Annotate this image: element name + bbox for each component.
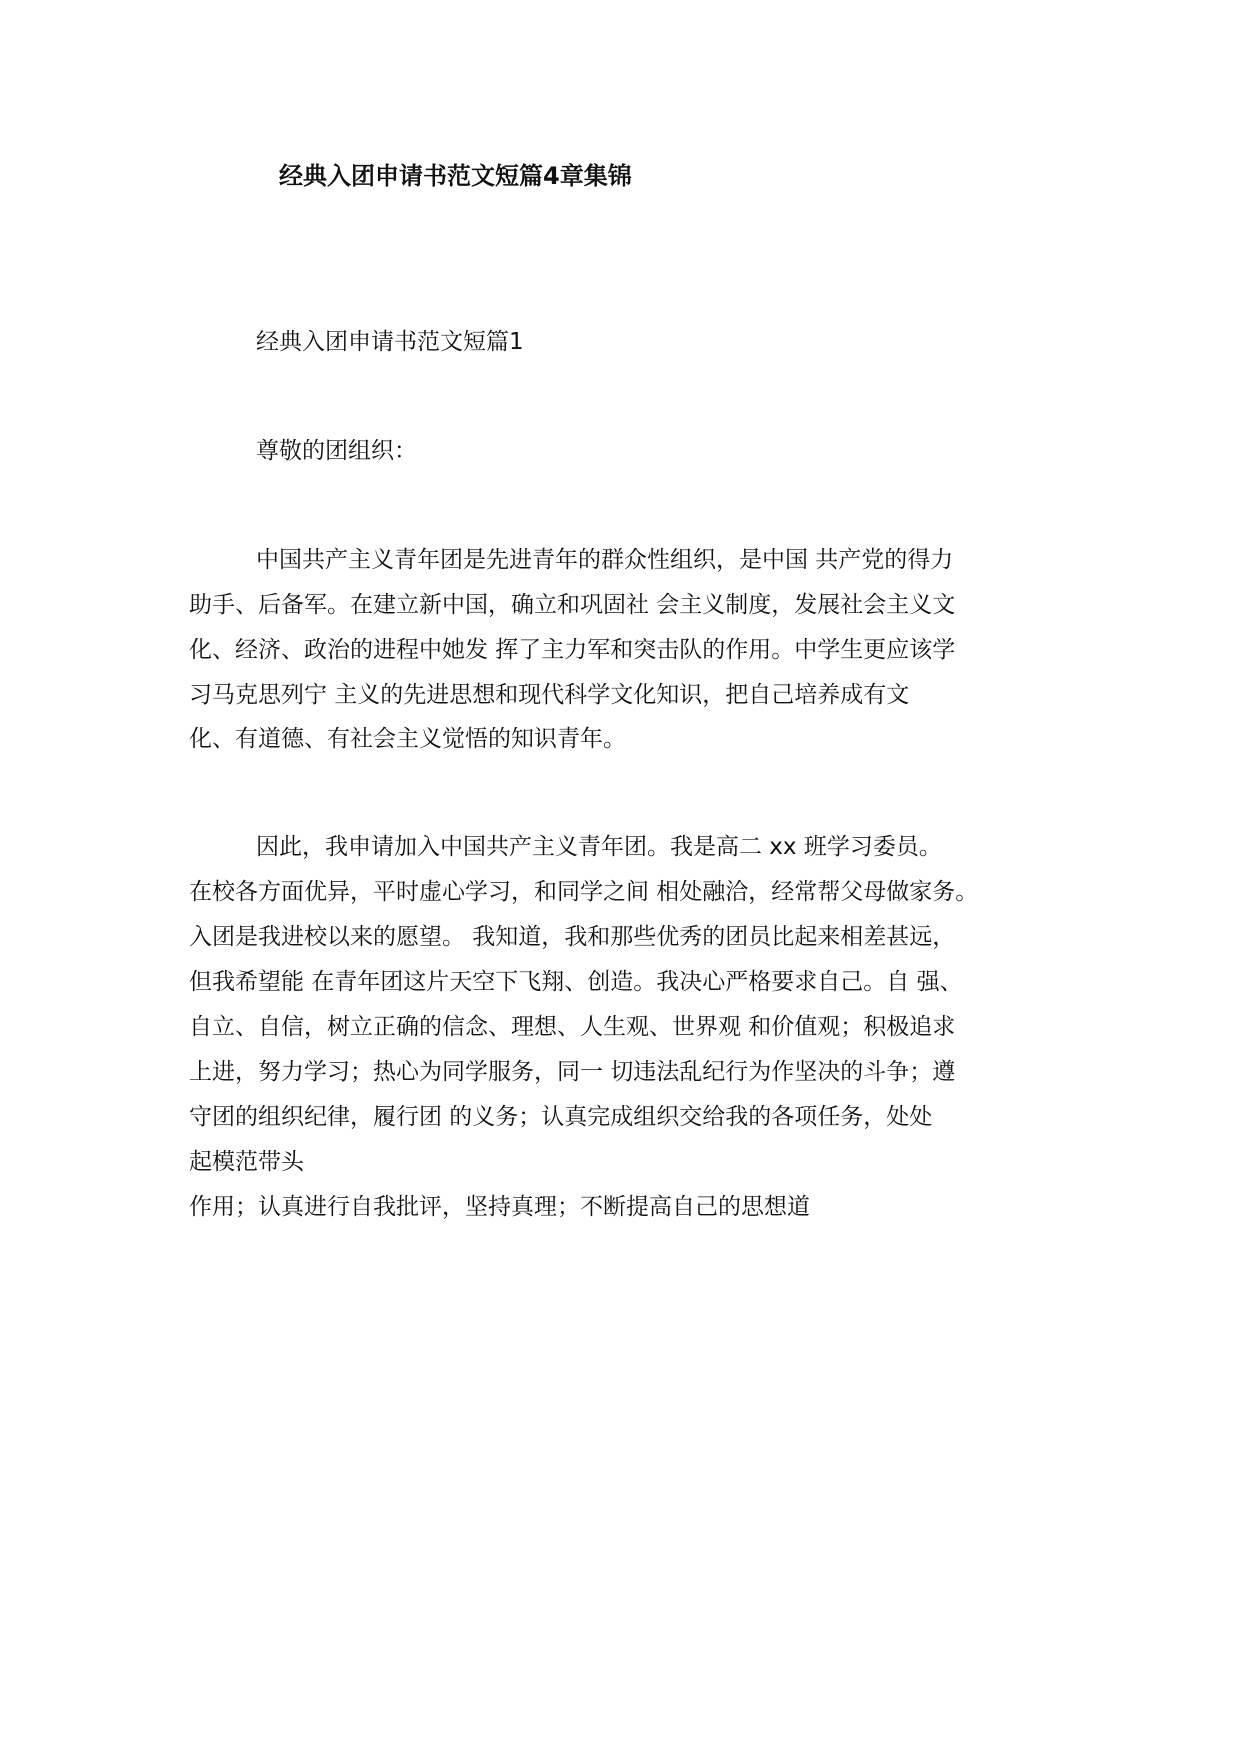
paragraph-line: 助手、后备军。在建立新中国，确立和巩固社 会主义制度，发展社会主义文 [189, 592, 956, 618]
paragraph-line: 在校各方面优异，平时虚心学习，和同学之间 相处融洽，经常帮父母做家务。 [189, 879, 979, 905]
paragraph-line: 习马克思列宁 主义的先进思想和现代科学文化知识，把自己培养成有文 [189, 682, 910, 708]
paragraph-line: 因此，我申请加入中国共产主义青年团。我是高二 xx 班学习委员。 [256, 834, 942, 860]
paragraph-line: 守团的组织纪律，履行团 的义务；认真完成组织交给我的各项任务，处处 [189, 1104, 933, 1130]
section-heading: 经典入团申请书范文短篇1 [256, 329, 524, 355]
paragraph-line: 化、经济、政治的进程中她发 挥了主力军和突击队的作用。中学生更应该学 [189, 637, 956, 663]
paragraph-line: 自立、自信，树立正确的信念、理想、人生观、世界观 和价值观；积极追求 [189, 1014, 956, 1040]
paragraph-line: 化、有道德、有社会主义觉悟的知识青年。 [189, 726, 626, 752]
salutation: 尊敬的团组织： [256, 438, 417, 464]
paragraph-line: 但我希望能 在青年团这片天空下飞翔、创造。我决心严格要求自己。自 强、 [189, 969, 963, 995]
paragraph-line: 入团是我进校以来的愿望。 我知道，我和那些优秀的团员比起来相差甚远， [189, 924, 956, 950]
document-title: 经典入团申请书范文短篇4章集锦 [279, 162, 632, 190]
paragraph-line: 作用；认真进行自我批评，坚持真理；不断提高自己的思想道 [189, 1194, 810, 1220]
paragraph-line: 上进，努力学习；热心为同学服务，同一 切违法乱纪行为作坚决的斗争；遵 [189, 1059, 956, 1085]
paragraph-line: 起模范带头 [189, 1149, 304, 1175]
paragraph-line: 中国共产主义青年团是先进青年的群众性组织，是中国 共产党的得力 [256, 547, 954, 573]
